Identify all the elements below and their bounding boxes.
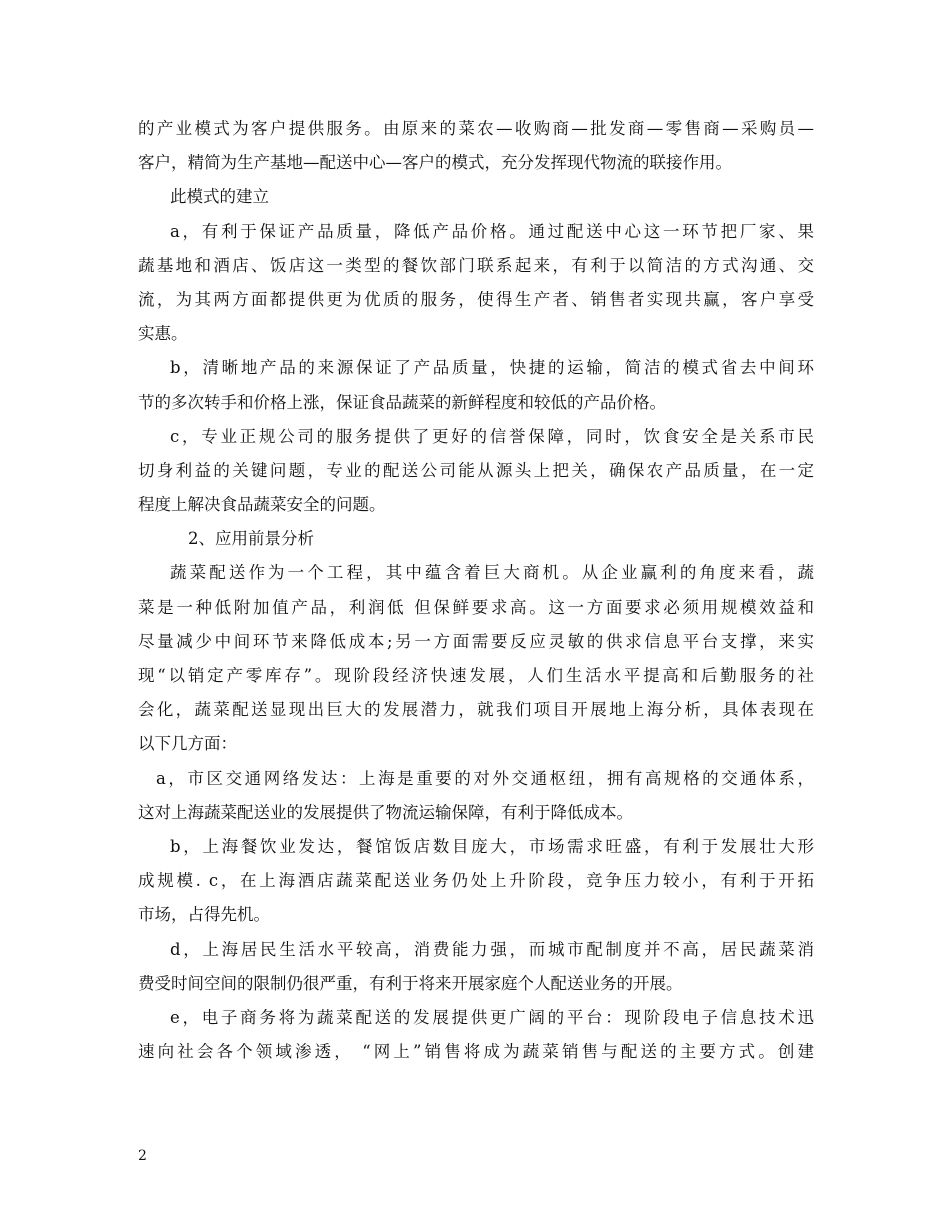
text-line: 实惠。 xyxy=(138,324,188,344)
text-line: d，上海居民生活水平较高，消费能力强，而城市配制度并不高，居民蔬菜消 xyxy=(170,939,814,959)
text-line: 的产业模式为客户提供服务。由原来的菜农—收购商—批发商—零售商—采购员— xyxy=(138,119,814,138)
text-line: b，上海餐饮业发达，餐馆饭店数目庞大，市场需求旺盛，有利于发展壮大形 xyxy=(170,836,814,856)
text-line: 现“以销定产零库存”。现阶段经济快速发展，人们生活水平提高和后勤服务的社 xyxy=(138,666,814,685)
text-line: 菜是一种低附加值产品，利润低 但保鲜要求高。这一方面要求必须用规模效益和 xyxy=(138,597,814,617)
text-line: 会化，蔬菜配送显现出巨大的发展潜力，就我们项目开展地上海分析，具体表现在 xyxy=(138,700,814,720)
text-line: 这对上海蔬菜配送业的发展提供了物流运输保障，有利于降低成本。 xyxy=(138,802,633,822)
text-line: 成规模. c，在上海酒店蔬菜配送业务仍处上升阶段，竞争压力较小，有利于开拓 xyxy=(138,871,814,891)
body-text xyxy=(138,112,814,1069)
text-line: 费受时间空间的限制仍很严重，有利于将来开展家庭个人配送业务的开展。 xyxy=(138,973,683,993)
text-line: 尽量减少中间环节来降低成本;另一方面需要反应灵敏的供求信息平台支撑，来实 xyxy=(138,631,814,651)
text-line: a，有利于保证产品质量，降低产品价格。通过配送中心这一环节把厂家、果 xyxy=(170,221,814,241)
text-line: 客户，精简为生产基地—配送中心—客户的模式，充分发挥现代物流的联接作用。 xyxy=(138,153,732,173)
section-heading: 此模式的建立 xyxy=(170,187,269,207)
text-line: 流，为其两方面都提供更为优质的服务，使得生产者、销售者实现共赢，客户享受 xyxy=(138,289,814,309)
text-line: 速向社会各个领域渗透， “网上”销售将成为蔬菜销售与配送的主要方式。创建 xyxy=(138,1042,814,1062)
text-line: c，专业正规公司的服务提供了更好的信誉保障，同时，饮食安全是关系市民 xyxy=(170,426,814,446)
text-line: e，电子商务将为蔬菜配送的发展提供更广阔的平台：现阶段电子信息技术迅 xyxy=(170,1007,814,1027)
text-line: 市场，占得先机。 xyxy=(138,905,270,925)
text-line: 程度上解决食品蔬菜安全的问题。 xyxy=(138,495,386,515)
section-heading: 2、应用前景分析 xyxy=(188,529,314,549)
text-line: 切身利益的关键问题，专业的配送公司能从源头上把关，确保农产品质量，在一定 xyxy=(138,460,814,480)
text-line: 蔬菜配送作为一个工程，其中蕴含着巨大商机。从企业赢利的角度来看，蔬 xyxy=(170,563,814,583)
text-line: 蔬基地和酒店、饭店这一类型的餐饮部门联系起来，有利于以简洁的方式沟通、交 xyxy=(138,255,814,275)
text-line: 以下几方面： xyxy=(138,734,237,754)
page-number: 2 xyxy=(138,1148,147,1164)
text-line: 节的多次转手和价格上涨，保证食品蔬菜的新鲜程度和较低的产品价格。 xyxy=(138,392,666,412)
text-line: a，市区交通网络发达：上海是重要的对外交通枢纽，拥有高规格的交通体系， xyxy=(156,768,814,788)
text-line: b，清晰地产品的来源保证了产品质量，快捷的运输，简洁的模式省去中间环 xyxy=(170,358,814,378)
